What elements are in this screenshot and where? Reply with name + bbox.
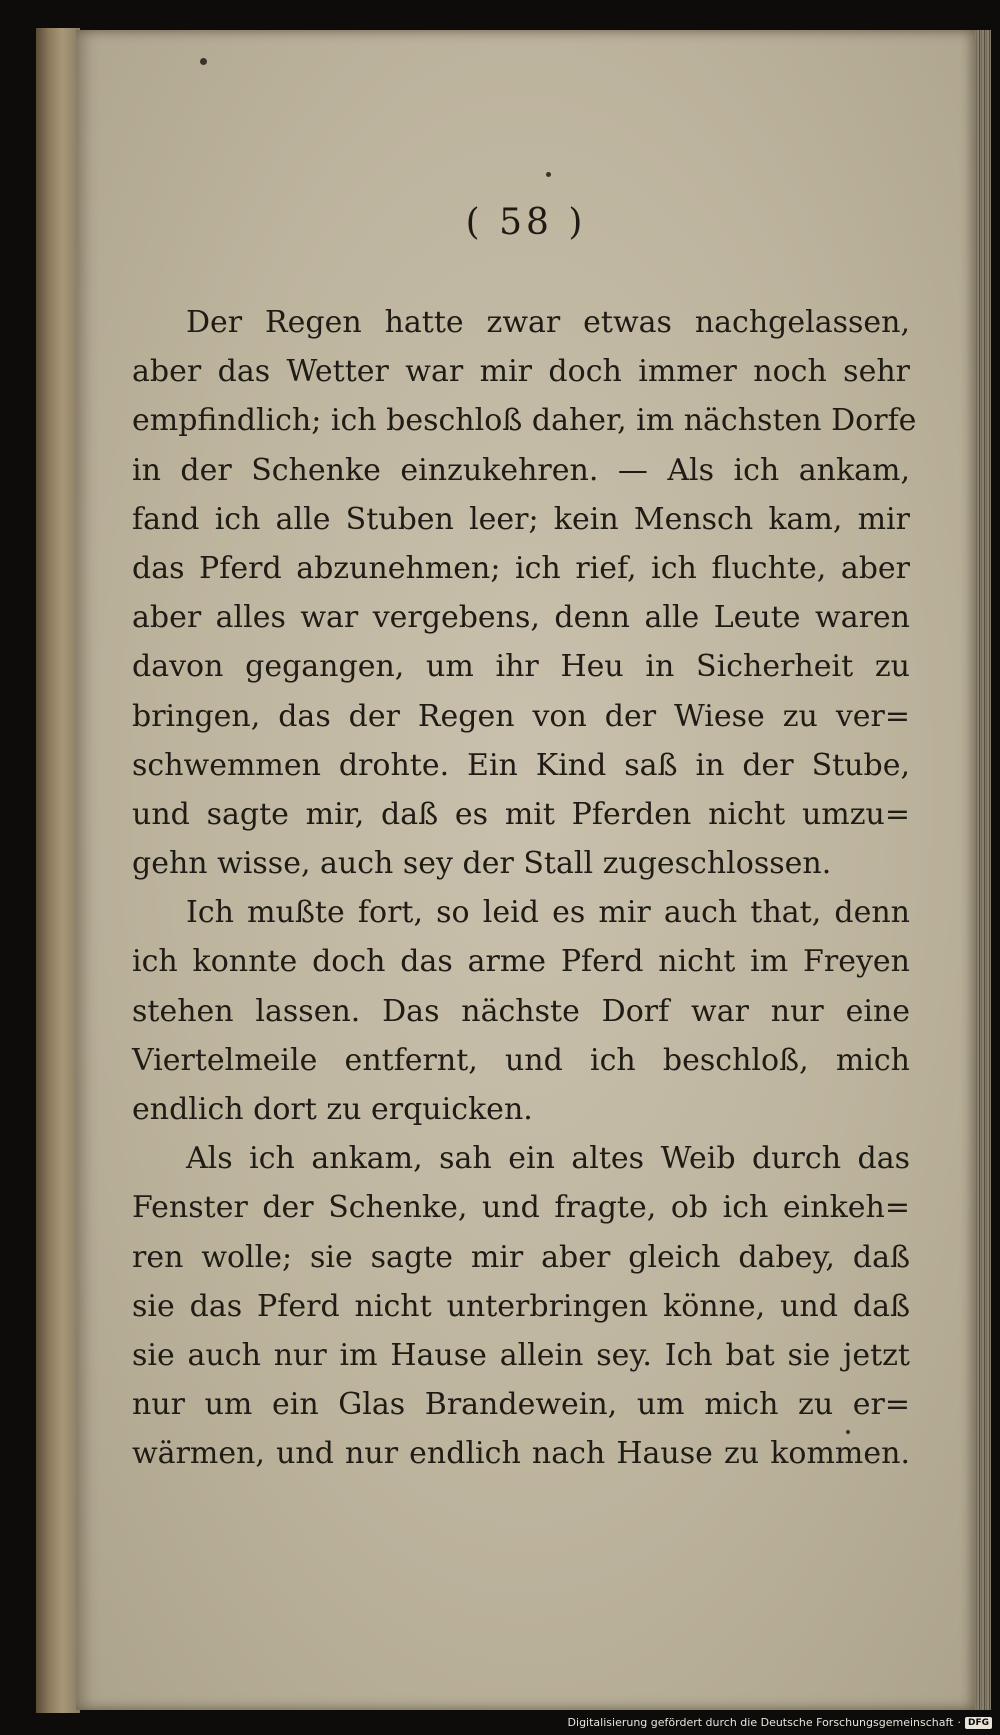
text-line: Fenster der Schenke, und fragte, ob ich einkeh= — [132, 1190, 910, 1226]
text-line: bringen, das der Regen von der Wiese zu ver= — [132, 698, 910, 734]
body-text — [132, 298, 917, 1479]
text-line: in der Schenke einzukehren. — Als ich ankam, — [132, 452, 910, 488]
text-line: wärmen, und nur endlich nach Hause zu kommen. — [132, 1436, 910, 1472]
text-line: empfindlich; ich beschloß daher, im nächsten Dorfe — [132, 403, 917, 439]
text-line: fand ich alle Stuben leer; kein Mensch kam, mir — [132, 501, 910, 537]
digitization-credit — [568, 1716, 992, 1729]
text-line: Viertelmeile entfernt, und ich beschloß, mich — [132, 1042, 910, 1078]
paragraph-1 — [132, 298, 917, 888]
paragraph-2 — [132, 888, 910, 1134]
text-line: stehen lassen. Das nächste Dorf war nur eine — [132, 993, 910, 1029]
text-line: nur um ein Glas Brandewein, um mich zu er= — [132, 1387, 910, 1423]
text-line: davon gegangen, um ihr Heu in Sicherheit zu — [132, 649, 910, 685]
book-page — [76, 30, 976, 1710]
paragraph-3 — [132, 1134, 910, 1478]
text-line: Als ich ankam, sah ein altes Weib durch das — [186, 1141, 910, 1177]
paper-speck — [546, 172, 551, 177]
text-line: sie das Pferd nicht unterbringen könne, und daß — [132, 1288, 910, 1324]
text-line: aber alles war vergebens, denn alle Leute waren — [132, 600, 910, 636]
page-number: ( 58 ) — [465, 202, 587, 243]
paper-speck — [200, 58, 207, 65]
text-line: Ich mußte fort, so leid es mir auch that, denn — [186, 895, 910, 931]
separator: · — [957, 1716, 961, 1729]
text-line: aber das Wetter war mir doch immer noch sehr — [132, 354, 910, 390]
text-line: endlich dort zu erquicken. — [132, 1092, 533, 1127]
dfg-logo: DFG — [965, 1717, 992, 1729]
text-line: und sagte mir, daß es mit Pferden nicht umzu= — [132, 796, 910, 832]
page-stack-edge — [975, 30, 991, 1710]
text-line: Der Regen hatte zwar etwas nachgelassen, — [186, 305, 910, 340]
text-line: das Pferd abzunehmen; ich rief, ich fluchte, aber — [132, 550, 910, 586]
text-line: gehn wisse, auch sey der Stall zugeschlossen. — [132, 846, 832, 882]
credit-text: Digitalisierung gefördert durch die Deutsche Forschungsgemeinschaft — [567, 1716, 954, 1729]
text-line: ich konnte doch das arme Pferd nicht im Freyen — [132, 944, 910, 980]
text-line: sie auch nur im Hause allein sey. Ich bat sie jetzt — [132, 1337, 910, 1373]
text-line: schwemmen drohte. Ein Kind saß in der Stube, — [132, 747, 910, 783]
text-line: ren wolle; sie sagte mir aber gleich dabey, daß — [132, 1239, 910, 1275]
book-cover-edge — [36, 28, 80, 1713]
